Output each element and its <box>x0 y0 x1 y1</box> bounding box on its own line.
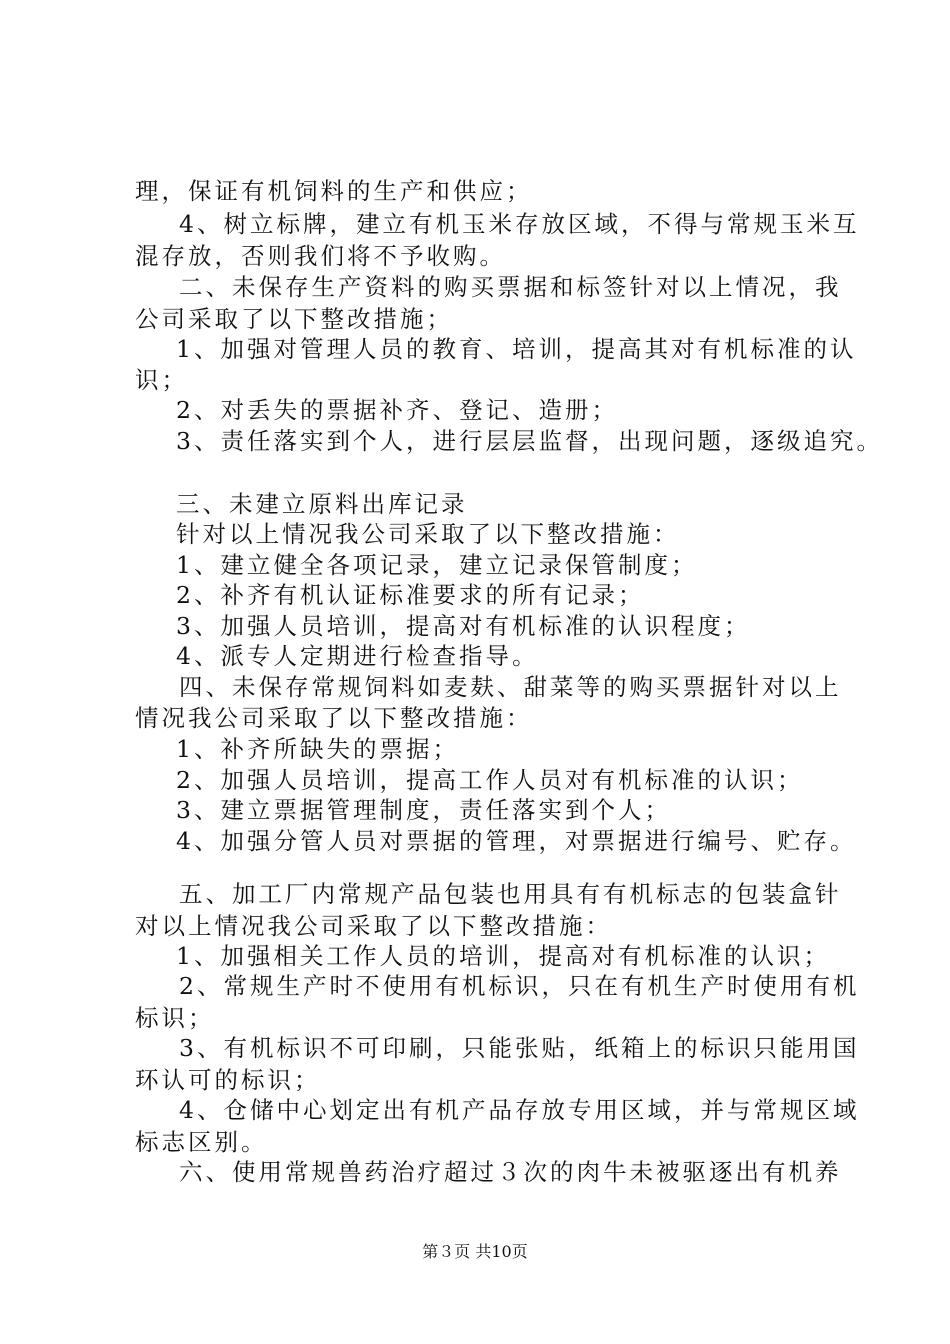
section-heading: 三、未建立原料出库记录 <box>176 490 468 518</box>
text-line: 标识； <box>135 1004 215 1032</box>
text-line: 4、加强分管人员对票据的管理，对票据进行编号、贮存。 <box>176 827 857 855</box>
text-line: 1、建立健全各项记录，建立记录保管制度； <box>176 551 698 579</box>
text-line: 2、常规生产时不使用有机标识，只在有机生产时使用有机 <box>179 972 860 1000</box>
text-line: 环认可的标识； <box>135 1066 321 1094</box>
text-line: 3、有机标识不可印刷，只能张贴，纸箱上的标识只能用国 <box>179 1034 860 1062</box>
page-number-footer: 第３页 共10页 <box>422 1242 528 1261</box>
text-line: 混存放，否则我们将不予收购。 <box>135 242 506 270</box>
text-line: 四、未保存常规饲料如麦麸、甜菜等的购买票据针对以上 <box>179 673 842 701</box>
section-heading: 五、加工厂内常规产品包装也用具有有机标志的包装盒针 <box>179 880 842 908</box>
text-line: 3、责任落实到个人，进行层层监督，出现问题，逐级追究。 <box>176 427 883 455</box>
text-line: 标志区别。 <box>135 1128 268 1156</box>
text-line: 对以上情况我公司采取了以下整改措施： <box>135 912 612 940</box>
text-line: 1、补齐所缺失的票据； <box>176 735 459 763</box>
text-line: 2、对丢失的票据补齐、登记、造册； <box>176 396 618 424</box>
text-line: 2、补齐有机认证标准要求的所有记录； <box>176 581 645 609</box>
text-line: 4、树立标牌，建立有机玉米存放区域，不得与常规玉米互 <box>179 210 860 238</box>
text-line: 3、建立票据管理制度，责任落实到个人； <box>176 796 671 824</box>
text-line: 公司采取了以下整改措施； <box>135 305 453 333</box>
text-line: 二、未保存生产资料的购买票据和标签针对以上情况，我 <box>179 273 842 301</box>
text-line: 1、加强对管理人员的教育、培训，提高其对有机标准的认 <box>176 335 857 363</box>
text-line: 理，保证有机饲料的生产和供应； <box>135 177 533 205</box>
text-line: 4、仓储中心划定出有机产品存放专用区域，并与常规区域 <box>179 1096 860 1124</box>
text-line: 识； <box>135 366 188 394</box>
text-line: 3、加强人员培训，提高对有机标准的认识程度； <box>176 612 751 640</box>
text-line: 情况我公司采取了以下整改措施： <box>135 704 533 732</box>
text-line: 针对以上情况我公司采取了以下整改措施： <box>176 520 680 548</box>
text-line: 4、派专人定期进行检查指导。 <box>176 642 539 670</box>
section-heading: 六、使用常规兽药治疗超过３次的肉牛未被驱逐出有机养 <box>179 1158 842 1186</box>
text-line: 1、加强相关工作人员的培训，提高对有机标准的认识； <box>176 942 830 970</box>
text-line: 2、加强人员培训，提高工作人员对有机标准的认识； <box>176 766 804 794</box>
